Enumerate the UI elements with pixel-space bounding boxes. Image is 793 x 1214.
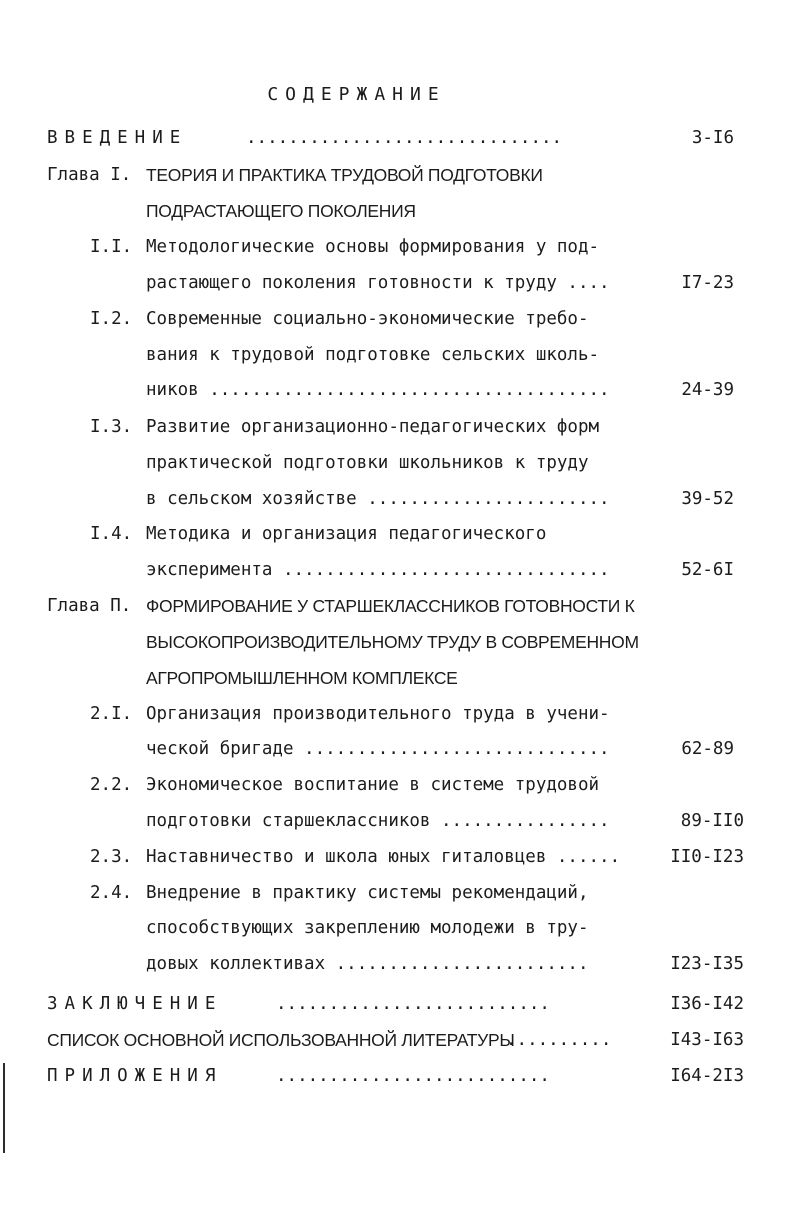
section-number: 2.4. [90,883,133,903]
section-pages: 24-39 [681,380,734,400]
section-number: I.I. [90,237,133,257]
section-pages: I23-I35 [670,954,744,974]
intro-pages: 3-I6 [691,128,734,148]
section-pages: I7-23 [681,273,734,293]
section-number: I.3. [90,417,133,437]
section-title-cont: эксперимента ............................... [146,560,610,580]
toc-entry-2-3 [0,847,793,873]
toc-entry-1-3 [0,417,793,443]
literature-pages: I43-I63 [670,1030,744,1050]
section-title-cont: в сельском хозяйстве ....................... [146,489,610,509]
section-title: Методика и организация педагогического [146,524,547,544]
toc-line [0,632,793,658]
section-number: 2.2. [90,775,133,795]
toc-line [0,739,793,765]
appendix-label: ПРИЛОЖЕНИЯ [47,1066,223,1086]
section-title: Развитие организационно-педагогических форм [146,417,600,437]
section-title-cont: ческой бригаде ............................. [146,739,610,759]
toc-line [0,380,793,406]
section-number: I.2. [90,309,133,329]
section-pages: 89-II0 [680,811,744,831]
section-title: Внедрение в практику системы рекомендаций, [146,883,589,903]
section-title-cont: практической подготовки школьников к труду [146,453,589,473]
toc-line [0,668,793,694]
literature-label: СПИСОК ОСНОВНОЙ ИСПОЛЬЗОВАННОЙ ЛИТЕРАТУРЫ [47,1030,515,1050]
toc-entry-2-2 [0,775,793,801]
chapter2-title-line2: ВЫСОКОПРОИЗВОДИТЕЛЬНОМУ ТРУДУ В СОВРЕМЕННОМ [146,632,639,652]
section-title-cont: растающего поколения готовности к труду .... [146,273,610,293]
section-title-cont: способствующих закреплению молодежи в тру- [146,918,589,938]
section-title-cont: вания к трудовой подготовке сельских школь- [146,345,600,365]
section-pages: II0-I23 [670,847,744,867]
literature-dots: .......... [506,1030,612,1050]
appendix-dots: .......................... [276,1066,550,1086]
toc-line [0,918,793,944]
chapter2-prefix: Глава П. [47,596,132,616]
section-number: 2.I. [90,704,133,724]
toc-entry-1-2 [0,309,793,335]
intro-dots: .............................. [246,128,563,148]
section-pages: 52-6I [681,560,734,580]
section-title: Экономическое воспитание в системе трудовой [146,775,600,795]
chapter1-title-line1: ТЕОРИЯ И ПРАКТИКА ТРУДОВОЙ ПОДГОТОВКИ [146,165,543,185]
appendix-pages: I64-2I3 [670,1066,744,1086]
intro-label: ВВЕДЕНИЕ [47,128,188,148]
section-title-cont: довых коллективах ........................ [146,954,589,974]
toc-entry-2-1 [0,704,793,730]
conclusion-pages: I36-I42 [670,994,744,1014]
toc-entry-1-4 [0,524,793,550]
page-title: СОДЕРЖАНИЕ [267,84,446,105]
toc-entry-literature [0,1030,793,1056]
section-title: Организация производительного труда в учени- [146,704,610,724]
toc-line [0,560,793,586]
section-title-cont: ников ...................................... [146,380,610,400]
section-number: 2.3. [90,847,133,867]
toc-entry-chapter2 [0,596,793,622]
toc-entry-2-4 [0,883,793,909]
toc-entry-chapter1 [0,165,793,191]
chapter2-title-line3: АГРОПРОМЫШЛЕННОМ КОМПЛЕКСЕ [146,668,458,688]
chapter2-title-line1: ФОРМИРОВАНИЕ У СТАРШЕКЛАССНИКОВ ГОТОВНОСТИ К [146,596,635,616]
margin-line [3,1063,5,1153]
section-pages: 62-89 [681,739,734,759]
toc-line [0,489,793,515]
chapter1-prefix: Глава I. [47,165,132,185]
section-title: Современные социально-экономические требо- [146,309,589,329]
toc-entry-intro [0,128,793,154]
toc-line [0,954,793,980]
conclusion-label: ЗАКЛЮЧЕНИЕ [47,994,223,1014]
toc-entry-appendix [0,1066,793,1092]
toc-entry-conclusion [0,994,793,1020]
section-pages: 39-52 [681,489,734,509]
section-title-cont: подготовки старшеклассников ................ [146,811,610,831]
section-title: Методологические основы формирования у под- [146,237,600,257]
toc-line [0,273,793,299]
toc-line [0,345,793,371]
toc-line [0,453,793,479]
toc-line [0,201,793,227]
conclusion-dots: .......................... [276,994,550,1014]
section-number: I.4. [90,524,133,544]
chapter1-title-line2: ПОДРАСТАЮЩЕГО ПОКОЛЕНИЯ [146,201,416,221]
toc-entry-1-1 [0,237,793,263]
toc-line [0,811,793,837]
section-title: Наставничество и школа юных гиталовцев ...... [146,847,621,867]
